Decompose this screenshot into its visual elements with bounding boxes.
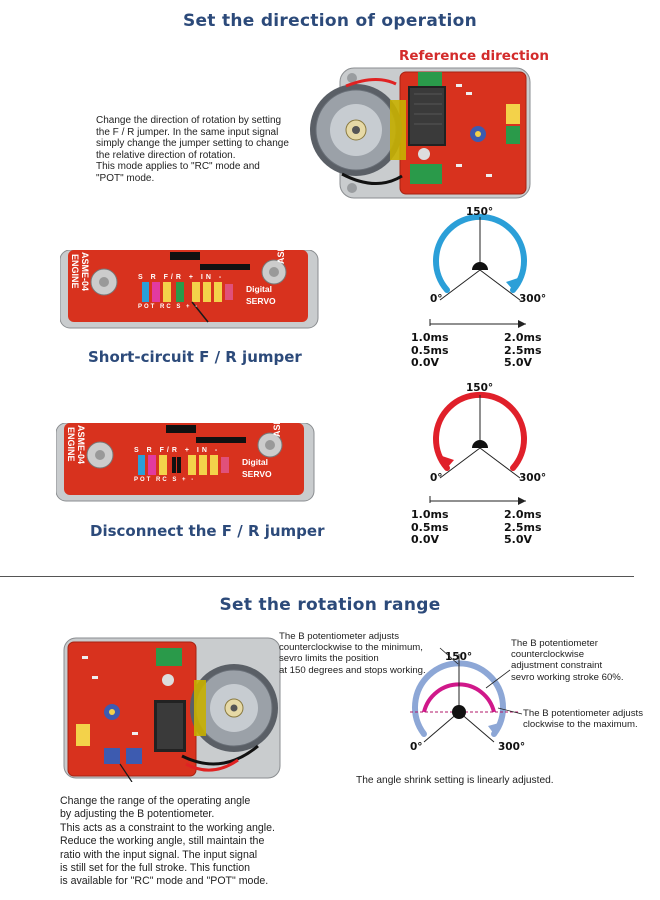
motor-board-photo-top — [306, 64, 534, 204]
board-pin-labels: S R F/R + IN - — [138, 274, 225, 281]
board-engine-text-2: ENGINE — [66, 427, 76, 462]
disconnect-label: Disconnect the F / R jumper — [90, 522, 325, 540]
board-pin-labels-lower: POT RC S + - — [138, 304, 200, 310]
board-photo-short — [60, 224, 320, 330]
dial-disconnect-range-arrow — [428, 495, 530, 507]
dial-disconnect-angle-top: 150° — [466, 382, 494, 394]
board-engine-text: ENGINE — [70, 254, 80, 289]
board-servo-text: SERVO — [246, 296, 276, 306]
dial-disconnect-left-values: 1.0ms 0.5ms 0.0V — [411, 508, 449, 546]
board-model-text-right-2: ASME-04 — [272, 397, 282, 437]
range-description: Change the range of the operating angle by adjusting the B potentiometer. This acts as a constraint to the working angle. Reduce the working angle, still maintain the ratio with the input signal. The input signal is still set for the full stroke. This function is available for "RC" mode and "POT" mode. — [60, 795, 275, 888]
board-model-text-right: ASME-04 — [276, 224, 286, 264]
board-model-text: ASME-04 — [80, 252, 90, 292]
dial-short-angle-top: 150° — [466, 206, 494, 218]
section-title-range: Set the rotation range — [219, 595, 441, 615]
board-servo-text-2: SERVO — [242, 469, 272, 479]
linear-adjust-note: The angle shrink setting is linearly adjusted. — [356, 775, 554, 786]
dial-disconnect-angle-right: 300° — [519, 472, 547, 484]
board-digital-text-2: Digital — [242, 457, 268, 467]
board-photo-disconnect — [56, 397, 316, 503]
range-dial-angle-left: 0° — [410, 741, 423, 753]
section-title-direction: Set the direction of operation — [182, 11, 478, 31]
annotation-min: The B potentiometer adjusts counterclockwise to the minimum, sevro limits the position at 150 degrees and stops working. — [279, 631, 426, 676]
board-pin-labels-lower-2: POT RC S + - — [134, 477, 196, 483]
board-model-text-2: ASME-04 — [76, 425, 86, 465]
range-dial-angle-right: 300° — [498, 741, 526, 753]
range-dial-angle-top: 150° — [445, 651, 473, 663]
dial-short-angle-right: 300° — [519, 293, 547, 305]
dial-disconnect-angle-left: 0° — [430, 472, 443, 484]
dial-short-angle-left: 0° — [430, 293, 443, 305]
dial-disconnect-right-values: 2.0ms 2.5ms 5.0V — [504, 508, 542, 546]
annotation-max: The B potentiometer adjusts clockwise to the maximum. — [523, 708, 643, 731]
direction-dial-short — [410, 212, 560, 322]
reference-direction-label: Reference direction — [399, 48, 549, 64]
dial-short-left-values: 1.0ms 0.5ms 0.0V — [411, 331, 449, 369]
motor-board-photo-bottom — [62, 636, 284, 782]
short-circuit-label: Short-circuit F / R jumper — [88, 348, 302, 366]
dial-short-range-arrow — [428, 318, 530, 330]
direction-description: Change the direction of rotation by setting the F / R jumper. In the same input signal simply change the jumper setting to change the relative direction of rotation. This mode applies to "RC" mode and "POT" mode. — [96, 115, 289, 184]
board-digital-text: Digital — [246, 284, 272, 294]
section-divider — [0, 576, 634, 577]
dial-short-right-values: 2.0ms 2.5ms 5.0V — [504, 331, 542, 369]
annotation-ccw: The B potentiometer counterclockwise adjustment constraint sevro working stroke 60%. — [511, 638, 624, 683]
board-pin-labels-2: S R F/R + IN - — [134, 447, 221, 454]
